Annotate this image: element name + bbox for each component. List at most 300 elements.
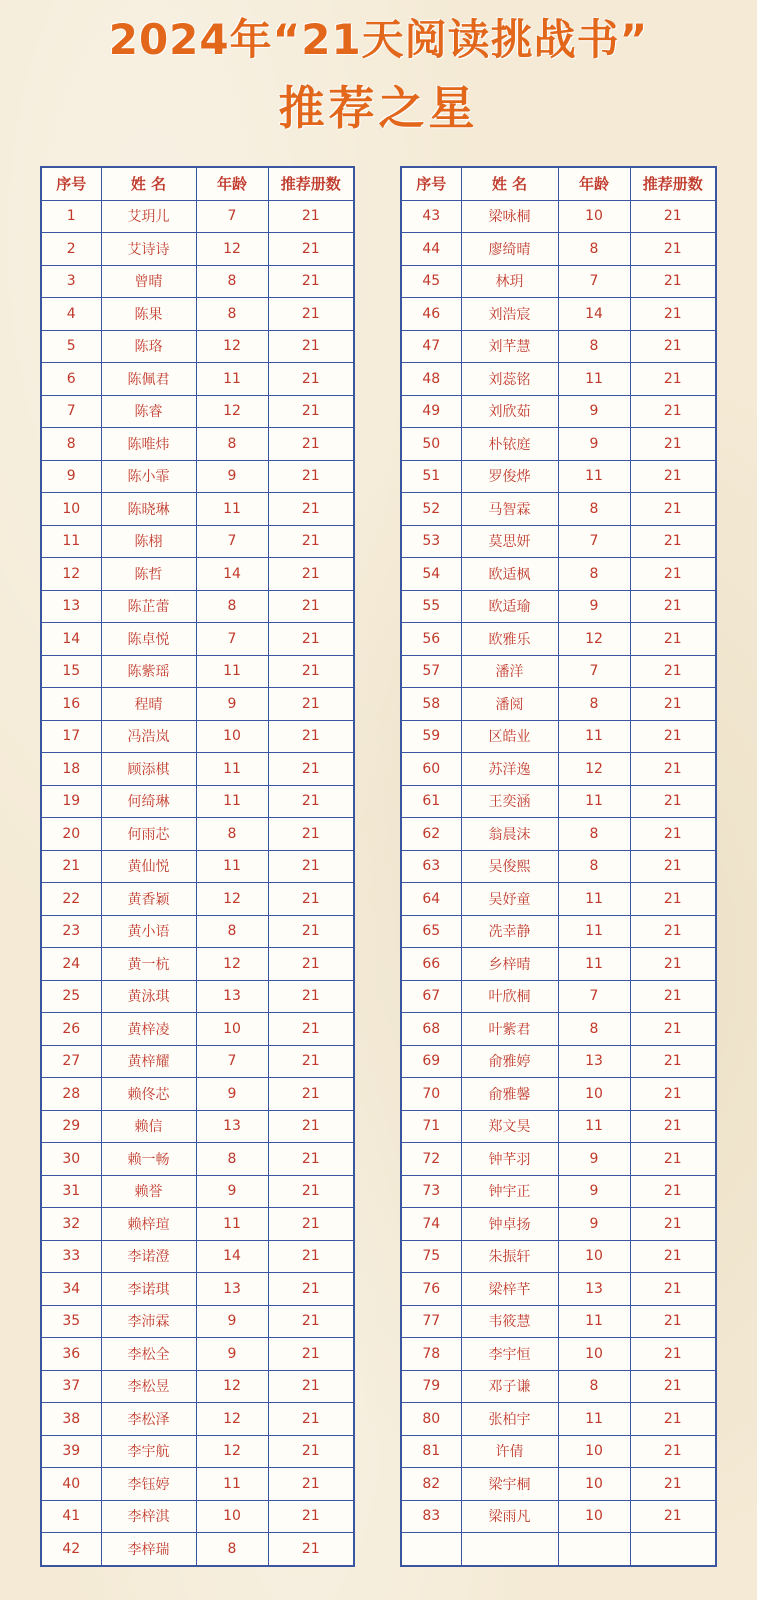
cell-book-count: 21 (268, 525, 354, 558)
cell-age: 8 (558, 233, 630, 266)
cell-age: 8 (196, 915, 268, 948)
cell-book-count: 21 (630, 1208, 716, 1241)
table-row (41, 1435, 354, 1468)
cell-name: 赖一畅 (101, 1143, 196, 1176)
cell-number: 68 (401, 1013, 461, 1046)
table-row (401, 590, 716, 623)
cell-age: 12 (558, 623, 630, 656)
cell-name: 陈紫瑶 (101, 655, 196, 688)
cell-age: 11 (558, 915, 630, 948)
cell-book-count: 21 (630, 1468, 716, 1501)
cell-name: 刘欣茹 (461, 395, 558, 428)
cell-number: 66 (401, 948, 461, 981)
cell-age: 8 (196, 590, 268, 623)
table-row (41, 1338, 354, 1371)
cell-age: 8 (196, 428, 268, 461)
cell-number: 74 (401, 1208, 461, 1241)
cell-name: 潘阅 (461, 688, 558, 721)
table-header-row (401, 167, 716, 200)
cell-age: 10 (558, 1078, 630, 1111)
cell-name: 陈卓悦 (101, 623, 196, 656)
header-number: 序号 (401, 167, 461, 200)
cell-age: 7 (558, 525, 630, 558)
cell-book-count: 21 (630, 720, 716, 753)
cell-book-count: 21 (268, 330, 354, 363)
cell-age: 8 (558, 558, 630, 591)
cell-age: 9 (558, 1175, 630, 1208)
table-row (41, 558, 354, 591)
table-row (41, 330, 354, 363)
cell-age: 11 (558, 1110, 630, 1143)
table-row (401, 655, 716, 688)
cell-age: 11 (558, 948, 630, 981)
cell-book-count: 21 (630, 980, 716, 1013)
cell-number: 64 (401, 883, 461, 916)
cell-number (401, 1533, 461, 1566)
cell-name: 叶欣桐 (461, 980, 558, 1013)
cell-name: 黄泳琪 (101, 980, 196, 1013)
table-row (41, 1370, 354, 1403)
cell-number: 55 (401, 590, 461, 623)
cell-age: 9 (196, 460, 268, 493)
table-row (401, 200, 716, 233)
cell-name: 陈芷蕾 (101, 590, 196, 623)
cell-book-count: 21 (268, 1500, 354, 1533)
table-row (401, 850, 716, 883)
cell-number: 9 (41, 460, 101, 493)
table-row (401, 558, 716, 591)
cell-age: 11 (558, 883, 630, 916)
cell-name: 李宇恒 (461, 1338, 558, 1371)
cell-number: 16 (41, 688, 101, 721)
cell-age: 10 (196, 1500, 268, 1533)
cell-number: 40 (41, 1468, 101, 1501)
cell-number: 19 (41, 785, 101, 818)
cell-number: 24 (41, 948, 101, 981)
table-row (401, 915, 716, 948)
table-row (401, 1273, 716, 1306)
table-row (401, 948, 716, 981)
cell-name: 黄一杭 (101, 948, 196, 981)
table-row (401, 330, 716, 363)
cell-number: 18 (41, 753, 101, 786)
table-row (401, 1533, 716, 1566)
cell-number: 75 (401, 1240, 461, 1273)
cell-name: 钟宇正 (461, 1175, 558, 1208)
cell-name: 林玥 (461, 265, 558, 298)
table-row (401, 395, 716, 428)
cell-age: 13 (196, 1110, 268, 1143)
cell-book-count: 21 (630, 1078, 716, 1111)
table-row (41, 493, 354, 526)
cell-name: 许倩 (461, 1435, 558, 1468)
cell-book-count: 21 (268, 1013, 354, 1046)
cell-age: 12 (196, 1403, 268, 1436)
cell-age: 7 (558, 980, 630, 1013)
cell-age: 9 (196, 688, 268, 721)
table-row (401, 298, 716, 331)
cell-book-count: 21 (268, 850, 354, 883)
cell-age: 10 (558, 1240, 630, 1273)
cell-number: 67 (401, 980, 461, 1013)
cell-number: 8 (41, 428, 101, 461)
cell-age: 11 (196, 785, 268, 818)
cell-age: 9 (196, 1078, 268, 1111)
left-table-body (41, 200, 354, 1566)
cell-age: 8 (196, 265, 268, 298)
cell-book-count: 21 (630, 363, 716, 396)
cell-name: 李宇航 (101, 1435, 196, 1468)
cell-book-count: 21 (630, 395, 716, 428)
cell-name: 陈果 (101, 298, 196, 331)
cell-book-count: 21 (268, 980, 354, 1013)
cell-book-count: 21 (630, 753, 716, 786)
table-row (401, 233, 716, 266)
cell-book-count: 21 (268, 1143, 354, 1176)
cell-number: 73 (401, 1175, 461, 1208)
table-row (41, 1208, 354, 1241)
cell-name: 陈唯炜 (101, 428, 196, 461)
cell-book-count: 21 (268, 1208, 354, 1241)
cell-name: 韦筱慧 (461, 1305, 558, 1338)
cell-name: 何绮琳 (101, 785, 196, 818)
cell-number: 58 (401, 688, 461, 721)
cell-name: 欧适瑜 (461, 590, 558, 623)
cell-number: 31 (41, 1175, 101, 1208)
cell-name: 欧雅乐 (461, 623, 558, 656)
cell-name: 陈珞 (101, 330, 196, 363)
cell-number: 63 (401, 850, 461, 883)
cell-number: 69 (401, 1045, 461, 1078)
cell-book-count: 21 (268, 1110, 354, 1143)
cell-name: 苏洋逸 (461, 753, 558, 786)
cell-book-count: 21 (268, 1045, 354, 1078)
cell-name: 李松全 (101, 1338, 196, 1371)
table-row (41, 1403, 354, 1436)
cell-age: 12 (196, 233, 268, 266)
cell-age: 7 (196, 200, 268, 233)
cell-age: 8 (196, 1533, 268, 1566)
table-row (41, 233, 354, 266)
cell-age: 11 (196, 1468, 268, 1501)
cell-book-count: 21 (268, 558, 354, 591)
cell-name: 梁梓芊 (461, 1273, 558, 1306)
table-row (401, 1143, 716, 1176)
cell-book-count: 21 (268, 265, 354, 298)
cell-name: 乡梓晴 (461, 948, 558, 981)
cell-age: 8 (558, 1013, 630, 1046)
table-row (41, 363, 354, 396)
table-row (41, 590, 354, 623)
cell-age: 12 (196, 883, 268, 916)
right-table-body (401, 200, 716, 1566)
cell-age: 11 (196, 655, 268, 688)
cell-name: 李钰婷 (101, 1468, 196, 1501)
cell-age: 9 (558, 428, 630, 461)
cell-book-count: 21 (268, 818, 354, 851)
table-row (41, 1273, 354, 1306)
cell-number: 79 (401, 1370, 461, 1403)
cell-book-count: 21 (630, 1305, 716, 1338)
cell-name: 张柏宇 (461, 1403, 558, 1436)
cell-book-count: 21 (630, 1403, 716, 1436)
cell-age: 13 (558, 1273, 630, 1306)
cell-age: 10 (558, 1435, 630, 1468)
cell-book-count: 21 (630, 688, 716, 721)
cell-book-count: 21 (630, 883, 716, 916)
cell-number: 83 (401, 1500, 461, 1533)
cell-number: 57 (401, 655, 461, 688)
cell-name: 陈哲 (101, 558, 196, 591)
table-row (41, 200, 354, 233)
cell-number: 41 (41, 1500, 101, 1533)
table-row (401, 980, 716, 1013)
cell-age: 10 (558, 200, 630, 233)
cell-name: 梁咏桐 (461, 200, 558, 233)
table-row (41, 720, 354, 753)
cell-book-count: 21 (268, 200, 354, 233)
table-row (41, 1045, 354, 1078)
header-age: 年龄 (558, 167, 630, 200)
cell-book-count: 21 (268, 883, 354, 916)
cell-book-count: 21 (268, 363, 354, 396)
table-row (401, 265, 716, 298)
cell-number: 76 (401, 1273, 461, 1306)
cell-book-count: 21 (630, 525, 716, 558)
cell-book-count: 21 (268, 1305, 354, 1338)
cell-name: 钟芊羽 (461, 1143, 558, 1176)
cell-book-count: 21 (630, 948, 716, 981)
cell-name: 李梓淇 (101, 1500, 196, 1533)
cell-book-count: 21 (630, 1013, 716, 1046)
cell-book-count: 21 (268, 1175, 354, 1208)
cell-name: 刘芊慧 (461, 330, 558, 363)
cell-book-count: 21 (630, 428, 716, 461)
cell-book-count: 21 (630, 200, 716, 233)
cell-age: 8 (196, 818, 268, 851)
table-row (41, 948, 354, 981)
cell-age: 14 (558, 298, 630, 331)
cell-name: 黄梓耀 (101, 1045, 196, 1078)
cell-name: 翁晨沫 (461, 818, 558, 851)
cell-book-count: 21 (268, 428, 354, 461)
table-row (41, 298, 354, 331)
cell-book-count: 21 (268, 1533, 354, 1566)
cell-number: 7 (41, 395, 101, 428)
table-row (41, 688, 354, 721)
cell-age: 11 (558, 1403, 630, 1436)
cell-number: 46 (401, 298, 461, 331)
cell-book-count: 21 (268, 1338, 354, 1371)
cell-book-count: 21 (268, 1078, 354, 1111)
table-row (401, 1208, 716, 1241)
cell-book-count: 21 (630, 233, 716, 266)
cell-number: 53 (401, 525, 461, 558)
cell-name (461, 1533, 558, 1566)
table-row (41, 655, 354, 688)
cell-age: 10 (558, 1338, 630, 1371)
cell-age: 11 (558, 363, 630, 396)
cell-name: 吴俊熙 (461, 850, 558, 883)
cell-book-count: 21 (268, 298, 354, 331)
table-row (401, 525, 716, 558)
cell-book-count: 21 (268, 915, 354, 948)
cell-name: 李松昱 (101, 1370, 196, 1403)
cell-age: 12 (196, 330, 268, 363)
table-row (41, 1078, 354, 1111)
cell-name: 赖佟芯 (101, 1078, 196, 1111)
cell-number: 15 (41, 655, 101, 688)
cell-name: 艾玥儿 (101, 200, 196, 233)
cell-age: 9 (558, 395, 630, 428)
cell-number: 6 (41, 363, 101, 396)
cell-name: 黄仙悦 (101, 850, 196, 883)
table-row (41, 623, 354, 656)
cell-number: 13 (41, 590, 101, 623)
table-row (401, 785, 716, 818)
cell-number: 56 (401, 623, 461, 656)
page-title: 2024年“21天阅读挑战书” (108, 15, 649, 64)
cell-number: 35 (41, 1305, 101, 1338)
table-row (401, 1370, 716, 1403)
cell-book-count: 21 (268, 688, 354, 721)
cell-age: 12 (196, 948, 268, 981)
cell-book-count: 21 (630, 1143, 716, 1176)
cell-number: 34 (41, 1273, 101, 1306)
table-row (401, 688, 716, 721)
header-age: 年龄 (196, 167, 268, 200)
cell-number: 50 (401, 428, 461, 461)
cell-book-count: 21 (268, 655, 354, 688)
cell-age: 10 (196, 720, 268, 753)
cell-book-count: 21 (268, 1370, 354, 1403)
table-row (41, 1240, 354, 1273)
cell-name: 钟卓扬 (461, 1208, 558, 1241)
table-row (401, 753, 716, 786)
cell-number: 78 (401, 1338, 461, 1371)
table-row (41, 1500, 354, 1533)
cell-age: 13 (196, 980, 268, 1013)
cell-name: 李诺琪 (101, 1273, 196, 1306)
table-row (401, 1078, 716, 1111)
cell-number: 23 (41, 915, 101, 948)
table-row (401, 1175, 716, 1208)
cell-number: 29 (41, 1110, 101, 1143)
cell-name: 冯浩岚 (101, 720, 196, 753)
cell-book-count: 21 (630, 558, 716, 591)
cell-age: 9 (196, 1338, 268, 1371)
cell-name: 罗俊烨 (461, 460, 558, 493)
cell-name: 李梓瑞 (101, 1533, 196, 1566)
cell-name: 俞雅婷 (461, 1045, 558, 1078)
cell-number: 70 (401, 1078, 461, 1111)
cell-number: 3 (41, 265, 101, 298)
cell-number: 36 (41, 1338, 101, 1371)
table-row (401, 1403, 716, 1436)
cell-number: 14 (41, 623, 101, 656)
cell-book-count: 21 (630, 915, 716, 948)
page-subtitle: 推荐之星 (278, 81, 479, 135)
cell-name: 陈晓琳 (101, 493, 196, 526)
cell-age: 13 (558, 1045, 630, 1078)
table-row (41, 785, 354, 818)
header-book-count: 推荐册数 (268, 167, 354, 200)
cell-book-count: 21 (268, 460, 354, 493)
cell-number: 72 (401, 1143, 461, 1176)
cell-number: 54 (401, 558, 461, 591)
cell-age (558, 1533, 630, 1566)
table-row (401, 1435, 716, 1468)
cell-book-count: 21 (630, 1370, 716, 1403)
cell-name: 莫思妍 (461, 525, 558, 558)
table-row (41, 915, 354, 948)
table-row (41, 1305, 354, 1338)
table-row (401, 818, 716, 851)
cell-number: 44 (401, 233, 461, 266)
cell-number: 1 (41, 200, 101, 233)
cell-age: 12 (558, 753, 630, 786)
cell-book-count: 21 (630, 1435, 716, 1468)
cell-book-count: 21 (268, 753, 354, 786)
table-row (401, 493, 716, 526)
cell-age: 11 (196, 493, 268, 526)
cell-book-count: 21 (630, 818, 716, 851)
cell-name: 区皓业 (461, 720, 558, 753)
cell-name: 郑文昊 (461, 1110, 558, 1143)
cell-name: 黄梓凌 (101, 1013, 196, 1046)
cell-number: 65 (401, 915, 461, 948)
cell-number: 81 (401, 1435, 461, 1468)
cell-name: 陈睿 (101, 395, 196, 428)
cell-name: 廖绮晴 (461, 233, 558, 266)
cell-age: 10 (558, 1500, 630, 1533)
cell-number: 80 (401, 1403, 461, 1436)
table-row (41, 1468, 354, 1501)
table-row (401, 1500, 716, 1533)
cell-age: 7 (558, 655, 630, 688)
cell-name: 王奕涵 (461, 785, 558, 818)
cell-book-count: 21 (268, 720, 354, 753)
cell-name: 何雨芯 (101, 818, 196, 851)
cell-age: 7 (196, 525, 268, 558)
cell-number: 4 (41, 298, 101, 331)
header-name: 姓 名 (101, 167, 196, 200)
cell-name: 朴铱庭 (461, 428, 558, 461)
table-row (41, 818, 354, 851)
cell-book-count: 21 (630, 265, 716, 298)
cell-book-count: 21 (630, 590, 716, 623)
cell-number: 39 (41, 1435, 101, 1468)
cell-age: 11 (558, 1305, 630, 1338)
cell-book-count: 21 (268, 623, 354, 656)
cell-number: 51 (401, 460, 461, 493)
cell-age: 9 (558, 590, 630, 623)
table-row (41, 1533, 354, 1566)
right-roster-table (400, 166, 717, 1567)
cell-book-count: 21 (630, 1110, 716, 1143)
cell-book-count: 21 (268, 395, 354, 428)
table-row (41, 1110, 354, 1143)
cell-age: 10 (196, 1013, 268, 1046)
cell-name: 赖梓瑄 (101, 1208, 196, 1241)
cell-name: 李诺澄 (101, 1240, 196, 1273)
cell-book-count: 21 (630, 623, 716, 656)
table-row (401, 1240, 716, 1273)
table-row (41, 1175, 354, 1208)
cell-number: 48 (401, 363, 461, 396)
cell-book-count: 21 (268, 948, 354, 981)
cell-number: 11 (41, 525, 101, 558)
